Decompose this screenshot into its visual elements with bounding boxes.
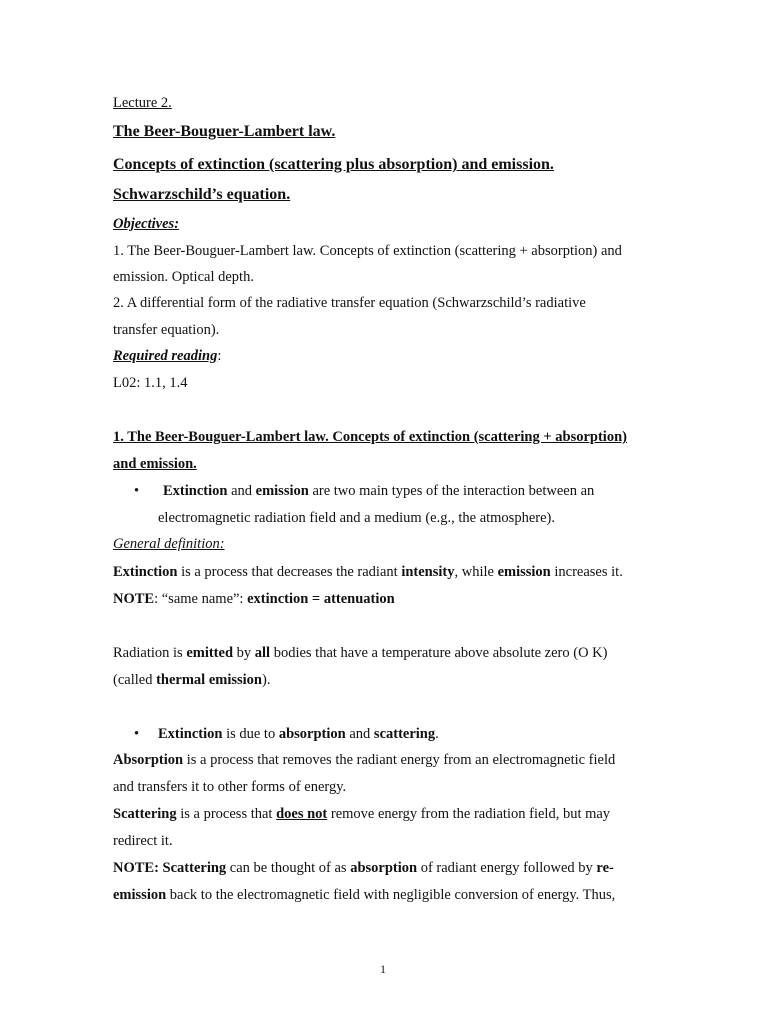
page-number: 1 xyxy=(380,962,386,976)
required-reading: Required reading: xyxy=(113,348,222,364)
scattering-line: Scattering is a process that does not remove energy from the radiation field, but may xyxy=(113,806,611,822)
general-definition-label: General definition: xyxy=(113,536,225,552)
bullet-extinction-emission: Extinction and emission are two main types of the interaction between an xyxy=(163,483,595,499)
note-attenuation: NOTE: “same name”: extinction = attenuation xyxy=(113,591,395,607)
scattering-line-cont: redirect it. xyxy=(113,833,173,849)
lecture-label: Lecture 2. xyxy=(113,95,172,111)
radiation-line: Radiation is emitted by all bodies that have a temperature above absolute zero (O K) xyxy=(113,645,608,661)
objective-line: emission. Optical depth. xyxy=(113,269,254,285)
absorption-line: Absorption is a process that removes the radiant energy from an electromagnetic field xyxy=(113,752,616,768)
heading-3: Schwarzschild’s equation. xyxy=(113,186,291,203)
heading-1: The Beer-Bouguer-Lambert law. xyxy=(113,123,336,140)
heading-2: Concepts of extinction (scattering plus absorption) and emission. xyxy=(113,156,554,173)
note-scattering-cont: emission back to the electromagnetic field with negligible conversion of energy. Thus, xyxy=(113,887,616,903)
bullet-icon: • xyxy=(134,726,140,742)
reading-value: L02: 1.1, 1.4 xyxy=(113,375,188,391)
bullet-extinction-emission-cont: electromagnetic radiation field and a medium (e.g., the atmosphere). xyxy=(158,510,555,526)
objective-line: transfer equation). xyxy=(113,322,220,338)
objective-line: 2. A differential form of the radiative transfer equation (Schwarzschild’s radiative xyxy=(113,295,586,311)
section-1-heading-cont: and emission. xyxy=(113,456,197,472)
radiation-line-cont: (called thermal emission). xyxy=(113,672,271,688)
section-1-heading: 1. The Beer-Bouguer-Lambert law. Concepts of extinction (scattering + absorption) xyxy=(113,429,627,445)
note-scattering: NOTE: Scattering can be thought of as absorption of radiant energy followed by re- xyxy=(113,860,614,876)
bullet-icon: • xyxy=(134,483,140,499)
objective-line: 1. The Beer-Bouguer-Lambert law. Concepts of extinction (scattering + absorption) and xyxy=(113,243,622,259)
absorption-line-cont: and transfers it to other forms of energy. xyxy=(113,779,347,795)
bullet-extinction-due: Extinction is due to absorption and scattering. xyxy=(158,726,439,742)
definition-line: Extinction is a process that decreases the radiant intensity, while emission increases it. xyxy=(113,564,623,580)
objectives-label: Objectives: xyxy=(113,216,180,232)
